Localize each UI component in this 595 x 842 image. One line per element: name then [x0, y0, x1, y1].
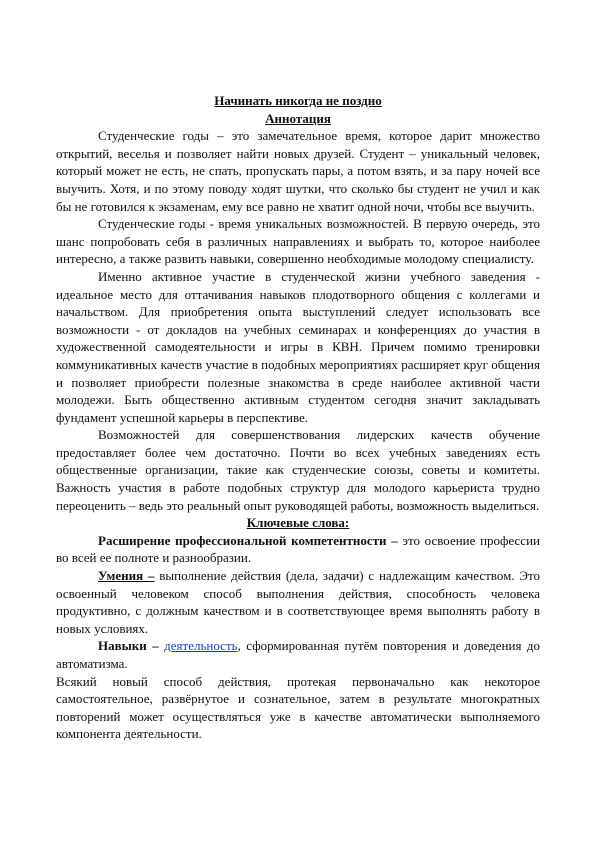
keywords-heading: Ключевые слова: [246, 515, 350, 531]
keyword-habits-definition: , сформированная путём повторения и доведения до автоматизма. [56, 638, 540, 671]
keyword-habits [56, 637, 540, 672]
keyword-competence-definition: это освоение профессии во всей ее полноте и разнообразии. [56, 532, 540, 566]
paragraph-2: Студенческие годы - время уникальных возможностей. В первую очередь, это шанс попробовать себя в различных направлениях и выбрать то, которое наиболее интересно, а также развить навыки, совершенно необходимые молодому специалисту. [56, 216, 540, 267]
keyword-skills-definition: выполнение действия (дела, задачи) с надлежащим качеством. Это освоенный человеком способ выполнения действия, способность человека продуктивно, с должным качеством и в соответствующее время выполнять работу в новых условиях. [56, 568, 540, 636]
keyword-skills-term: Умения – [98, 568, 155, 584]
keyword-skills [56, 567, 540, 637]
closing-paragraph: Всякий новый способ действия, протекая первоначально как некоторое самостоятельное, развёрнутое и сознательное, затем в результате многократных повторений может осуществляться уже в качестве автоматически выполняемого компонента деятельности. [56, 673, 540, 742]
keyword-competence [56, 532, 540, 567]
document-subtitle: Аннотация [265, 110, 331, 126]
document-title: Начинать никогда не поздно [214, 93, 382, 108]
paragraph-1: Студенческие годы – это замечательное время, которое дарит множество открытий, веселья и позволяет найти новых друзей. Студент – уникальный человек, который может не есть, не спать, пропускать пары, а потом взять, и за пару ночей все выучить. Хотя, и по этому поводу ходят шутки, что сколько бы студент не учил и как бы не готовился к экзаменам, ему все равно не хватит одной ночи, чтобы все выучить. [56, 128, 540, 214]
document-body [56, 92, 540, 743]
paragraph-3: Именно активное участие в студенческой жизни учебного заведения - идеальное место для оттачивания навыков плодотворного общения с коллегами и начальством. Для приобретения опыта выступлений следует использовать все возможности - от докладов на учебных семинарах и конференциях до участия в художественной самодеятельности и игры в КВН. Причем помимо тренировки коммуникативных качеств участие в подобных мероприятиях расширяет круг общения и позволяет приобрести полезные знакомства в среде наиболее активной части молодежи. Быть общественно активным студентом сегодня значит закладывать фундамент успешной карьеры в перспективе. [56, 268, 540, 425]
keyword-habits-term: Навыки – [98, 638, 159, 654]
keyword-competence-term: Расширение профессиональной компетентности – [98, 532, 398, 548]
paragraph-4: Возможностей для совершенствования лидерских качеств обучение предоставляет более чем достаточно. Почти во всех учебных заведениях есть общественные организации, такие как студенческие союзы, советы и комитеты. Важность участия в работе подобных структур для молодого карьериста трудно переоценить – ведь это реальный опыт руководящей работы, возможность выделиться. [56, 427, 540, 513]
activity-link[interactable]: деятельность [164, 638, 238, 654]
